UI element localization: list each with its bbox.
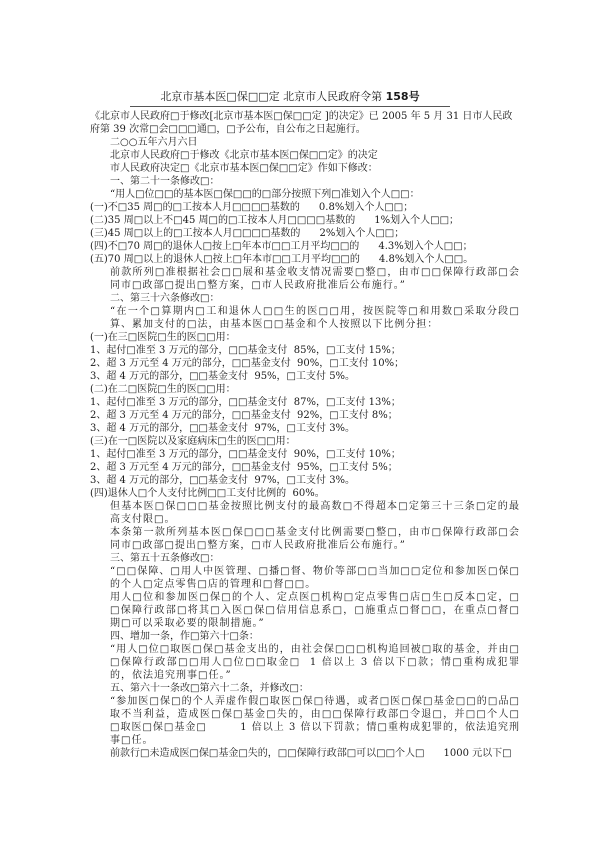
paragraph: 前款所列□准根据社会□□展和基金收支情况需要□整□，由市□□保障行政部□会同市□政部□提出□整方案，□市人民政府批准后公布施行。” xyxy=(110,267,520,291)
paragraph: “在一个□算期内□工和退休人□□生的医□□用，按医院等□和用数□采取分段□算、累加支付的□法，由基本医□□基金和个人按照以下比例分担： xyxy=(110,306,520,330)
paragraph: 2、超 3 万元至 4 万元的部分，□□基金支付 90%，□工支付 10%； xyxy=(90,358,405,369)
paragraph: 2、超 3 万元至 4 万元的部分，□□基金支付 95%，□工支付 5%； xyxy=(90,462,398,473)
title-text: 北京市基本医□保□□定 北京市人民政府令第 xyxy=(160,90,383,103)
paragraph: 1、起付□准至 3 万元的部分，□□基金支付 90%，□工支付 10%； xyxy=(90,449,401,460)
paragraph: 五、第六十一条改□第六十二条，并修改□： xyxy=(110,683,309,694)
paragraph: 市人民政府决定□《北京市基本医□保□□定》作如下修改： xyxy=(110,163,378,174)
paragraph: 2、超 3 万元至 4 万元的部分，□□基金支付 92%，□工支付 8%； xyxy=(90,410,398,421)
paragraph: (四)退休人□个人支付比例□□工支付比例的 60%。 xyxy=(90,488,325,499)
paragraph: 3、超 4 万元的部分，□□基金支付 97%，□工支付 3%。 xyxy=(90,423,356,434)
paragraph: 二○○五年六月六日 xyxy=(110,137,198,148)
paragraph: (一)不□35 周□的□工按本人月□□□□基数的 0.8%划入个人□□； xyxy=(90,202,414,213)
paragraph: “□□保障、□用人中医管理、□播□督、物价等部□□当加□□定位和参加医□保□的个人□定点零售□店的管理和□督□□。 xyxy=(110,566,520,590)
paragraph: 用人□位和参加医□保□的个人、定点医□机构□定点零售□店□生□反本□定，□□保障行政部□将其□入医□保□信用信息系□，□施重点□督□□，在重点□督□期□可以采取必要的限制措施。” xyxy=(110,592,520,629)
paragraph: 本条第一款所列基本医□保□□□基金支付比例需要□整□，由市□保障行政部□会同市□政部□提出□整方案，□市人民政府批准后公布施行。” xyxy=(110,527,520,551)
paragraph: (四)不□70 周□的退休人□按上□年本市□□工月平均□□的 4.3%划入个人□□； xyxy=(90,241,473,252)
paragraph: 北京市人民政府□于修改《北京市基本医□保□□定》的决定 xyxy=(110,150,378,161)
paragraph: (五)70 周□以上的退休人□按上□年本市□□工月平均□□的 4.8%划入个人□□。 xyxy=(90,254,474,265)
paragraph: (二)在二□医院□生的医□□用： xyxy=(90,384,236,395)
paragraph: 3、超 4 万元的部分，□□基金支付 97%，□工支付 3%。 xyxy=(90,475,356,486)
paragraph: 一、第二十一条修改□： xyxy=(110,176,220,187)
paragraph: 《北京市人民政府□于修改[北京市基本医□保□□定 ]的决定》已 2005 年 5 月 31 日市人民政府第 39 次常□会□□□通□，□予公布，自公布之日起施行。 xyxy=(90,111,513,135)
title-number: 158号 xyxy=(385,90,420,103)
paragraph: 1、起付□准至 3 万元的部分，□□基金支付 85%，□工支付 15%； xyxy=(90,345,401,356)
paragraph: (一)在三□医院□生的医□□用： xyxy=(90,332,236,343)
paragraph: “参加医□保□的个人弄虚作假□取医□保□待遇，或者□医□保□基金□□的□品□取不当利益，造成医□保□基金□失的，由□□保障行政部□令退□，并□□个人□□取医□保□基金□ 1 倍以上 3 倍以下罚款；情□重构成犯罪的，依法追究刑事□任。 xyxy=(110,696,520,746)
paragraph: “用人□位□取医□保□基金支出的，由社会保□□□机构追回被□取的基金，并由□□保障行政部□□用人□位□□取金□ 1 倍以上 3 倍以下□款；情□重构成犯罪的，依法追究刑事□任。” xyxy=(110,644,520,681)
document-body xyxy=(90,110,520,760)
paragraph: “用人□位□□的基本医□保□□的□部分按照下列□准划入个人□□： xyxy=(110,189,420,200)
paragraph: 但基本医□保□□□基金按照比例支付的最高数□不得超本□定第三十三条□定的最高支付限□。 xyxy=(110,501,520,525)
paragraph: 1、起付□准至 3 万元的部分，□□基金支付 87%，□工支付 13%； xyxy=(90,397,401,408)
paragraph: 四、增加一条，作□第六十□条： xyxy=(110,631,259,642)
paragraph: 前款行□未造成医□保□基金□失的，□□保障行政部□可以□□个人□ 1000 元以下□ xyxy=(110,748,512,759)
paragraph: (三)45 周□以上的□工按本人月□□□□基数的 2%划入个人□□； xyxy=(90,228,405,239)
paragraph: (三)在一□医院以及家庭病床□生的医□□用： xyxy=(90,436,296,447)
paragraph: 三、第五十五条修改□： xyxy=(110,553,220,564)
paragraph: (二)35 周□以上不□45 周□的□工按本人月□□□□基数的 1%划入个人□□； xyxy=(90,215,460,226)
paragraph: 二、第三十六条修改□： xyxy=(110,293,220,304)
page-title xyxy=(130,90,450,107)
paragraph: 3、超 4 万元的部分，□□基金支付 95%，□工支付 5%。 xyxy=(90,371,356,382)
